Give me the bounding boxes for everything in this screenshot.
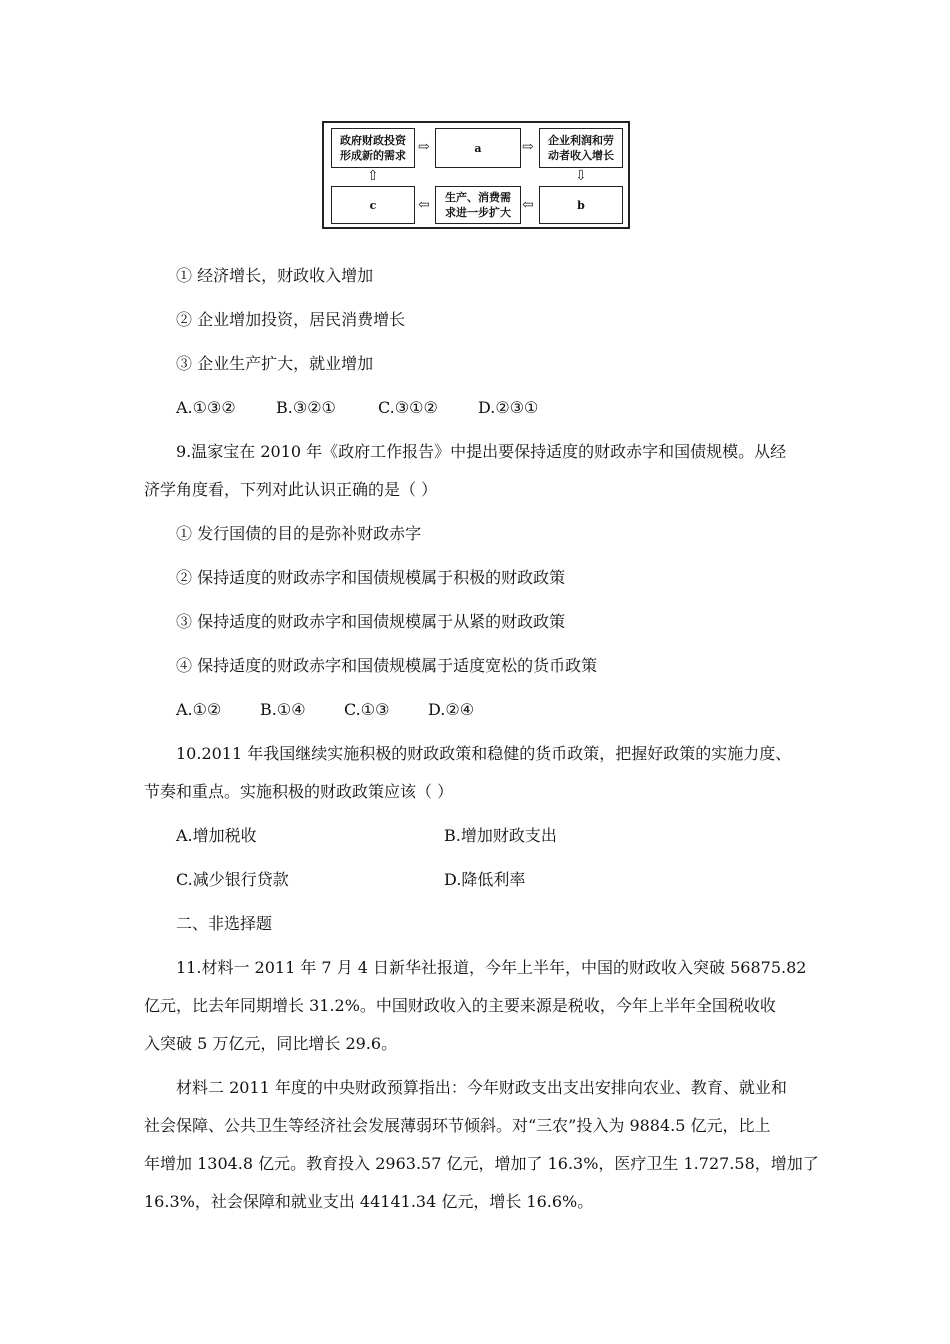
q11-material2-line-1: 材料二 2011 年度的中央财政预算指出：今年财政支出支出安排向农业、教育、就业和 xyxy=(176,1078,787,1097)
diagram-text: c xyxy=(369,198,377,212)
diagram-text: a xyxy=(474,141,482,155)
q8-item-3: ③ 企业生产扩大，就业增加 xyxy=(176,354,374,373)
q8-option-c: C.③①② xyxy=(378,398,438,417)
q10-option-a: A.增加税收 xyxy=(176,826,257,845)
diagram-text: 动者收入增长 xyxy=(548,149,614,162)
q9-item-1: ① 发行国债的目的是弥补财政赤字 xyxy=(176,524,422,543)
arrow-right-icon: ⇨ xyxy=(418,139,430,155)
q9-option-d: D.②④ xyxy=(428,700,475,719)
arrow-left-icon: ⇦ xyxy=(418,197,430,213)
diagram-box-c xyxy=(331,186,415,224)
diagram-text: 求进一步扩大 xyxy=(445,206,511,219)
diagram-text: 生产、消费需 xyxy=(445,191,511,204)
q9-item-3: ③ 保持适度的财政赤字和国债规模属于从紧的财政政策 xyxy=(176,612,566,631)
arrow-down-icon: ⇩ xyxy=(575,168,587,184)
diagram-box-a xyxy=(435,128,521,168)
q11-material1-line-2: 亿元，比去年同期增长 31.2%。中国财政收入的主要来源是税收，今年上半年全国税收收 xyxy=(144,996,776,1015)
q11-material2-line-3: 年增加 1304.8 亿元。教育投入 2963.57 亿元，增加了 16.3%，医疗卫生 1.727.58，增加了 xyxy=(144,1154,819,1173)
q9-option-a: A.①② xyxy=(176,700,222,719)
q11-material2-line-2: 社会保障、公共卫生等经济社会发展薄弱环节倾斜。对“三农”投入为 9884.5 亿元，比上 xyxy=(144,1116,771,1135)
q8-item-2: ② 企业增加投资，居民消费增长 xyxy=(176,310,406,329)
q9-stem-line-1: 9.温家宝在 2010 年《政府工作报告》中提出要保持适度的财政赤字和国债规模。从经 xyxy=(176,442,787,461)
diagram-box-b xyxy=(539,186,623,224)
q11-material1-line-3: 入突破 5 万亿元，同比增长 29.6。 xyxy=(144,1034,398,1053)
diagram-box-profit xyxy=(539,128,623,168)
diagram-text: 形成新的需求 xyxy=(340,149,406,162)
flow-diagram xyxy=(322,121,630,229)
q10-stem-line-2: 节奏和重点。实施积极的财政政策应该（ ） xyxy=(144,782,454,801)
q9-stem-line-2: 济学角度看，下列对此认识正确的是（ ） xyxy=(144,480,438,499)
q11-material2-line-4: 16.3%，社会保障和就业支出 44141.34 亿元，增长 16.6%。 xyxy=(144,1192,594,1211)
q9-option-b: B.①④ xyxy=(260,700,306,719)
q10-option-b: B.增加财政支出 xyxy=(444,826,557,845)
q8-option-a: A.①③② xyxy=(176,398,236,417)
diagram-text: b xyxy=(577,198,585,212)
diagram-text: 企业利润和劳 xyxy=(548,134,614,147)
q8-option-b: B.③②① xyxy=(276,398,336,417)
q9-item-2: ② 保持适度的财政赤字和国债规模属于积极的财政政策 xyxy=(176,568,566,587)
q10-option-c: C.减少银行贷款 xyxy=(176,870,289,889)
diagram-text: 政府财政投资 xyxy=(340,134,406,147)
diagram-box-demand xyxy=(435,186,521,224)
q10-option-d: D.降低利率 xyxy=(444,870,526,889)
q10-stem-line-1: 10.2011 年我国继续实施积极的财政政策和稳健的货币政策，把握好政策的实施力度、 xyxy=(176,744,792,763)
q9-item-4: ④ 保持适度的财政赤字和国债规模属于适度宽松的货币政策 xyxy=(176,656,598,675)
arrow-up-icon: ⇧ xyxy=(367,168,379,184)
q9-option-c: C.①③ xyxy=(344,700,390,719)
q8-item-1: ① 经济增长，财政收入增加 xyxy=(176,266,374,285)
arrow-right-icon: ⇨ xyxy=(522,139,534,155)
q11-material1-line-1: 11.材料一 2011 年 7 月 4 日新华社报道，今年上半年，中国的财政收入突破 56875.82 xyxy=(176,958,807,977)
section-title: 二、非选择题 xyxy=(176,914,273,933)
q8-option-d: D.②③① xyxy=(478,398,539,417)
diagram-box-gov-investment xyxy=(331,128,415,168)
arrow-left-icon: ⇦ xyxy=(522,197,534,213)
